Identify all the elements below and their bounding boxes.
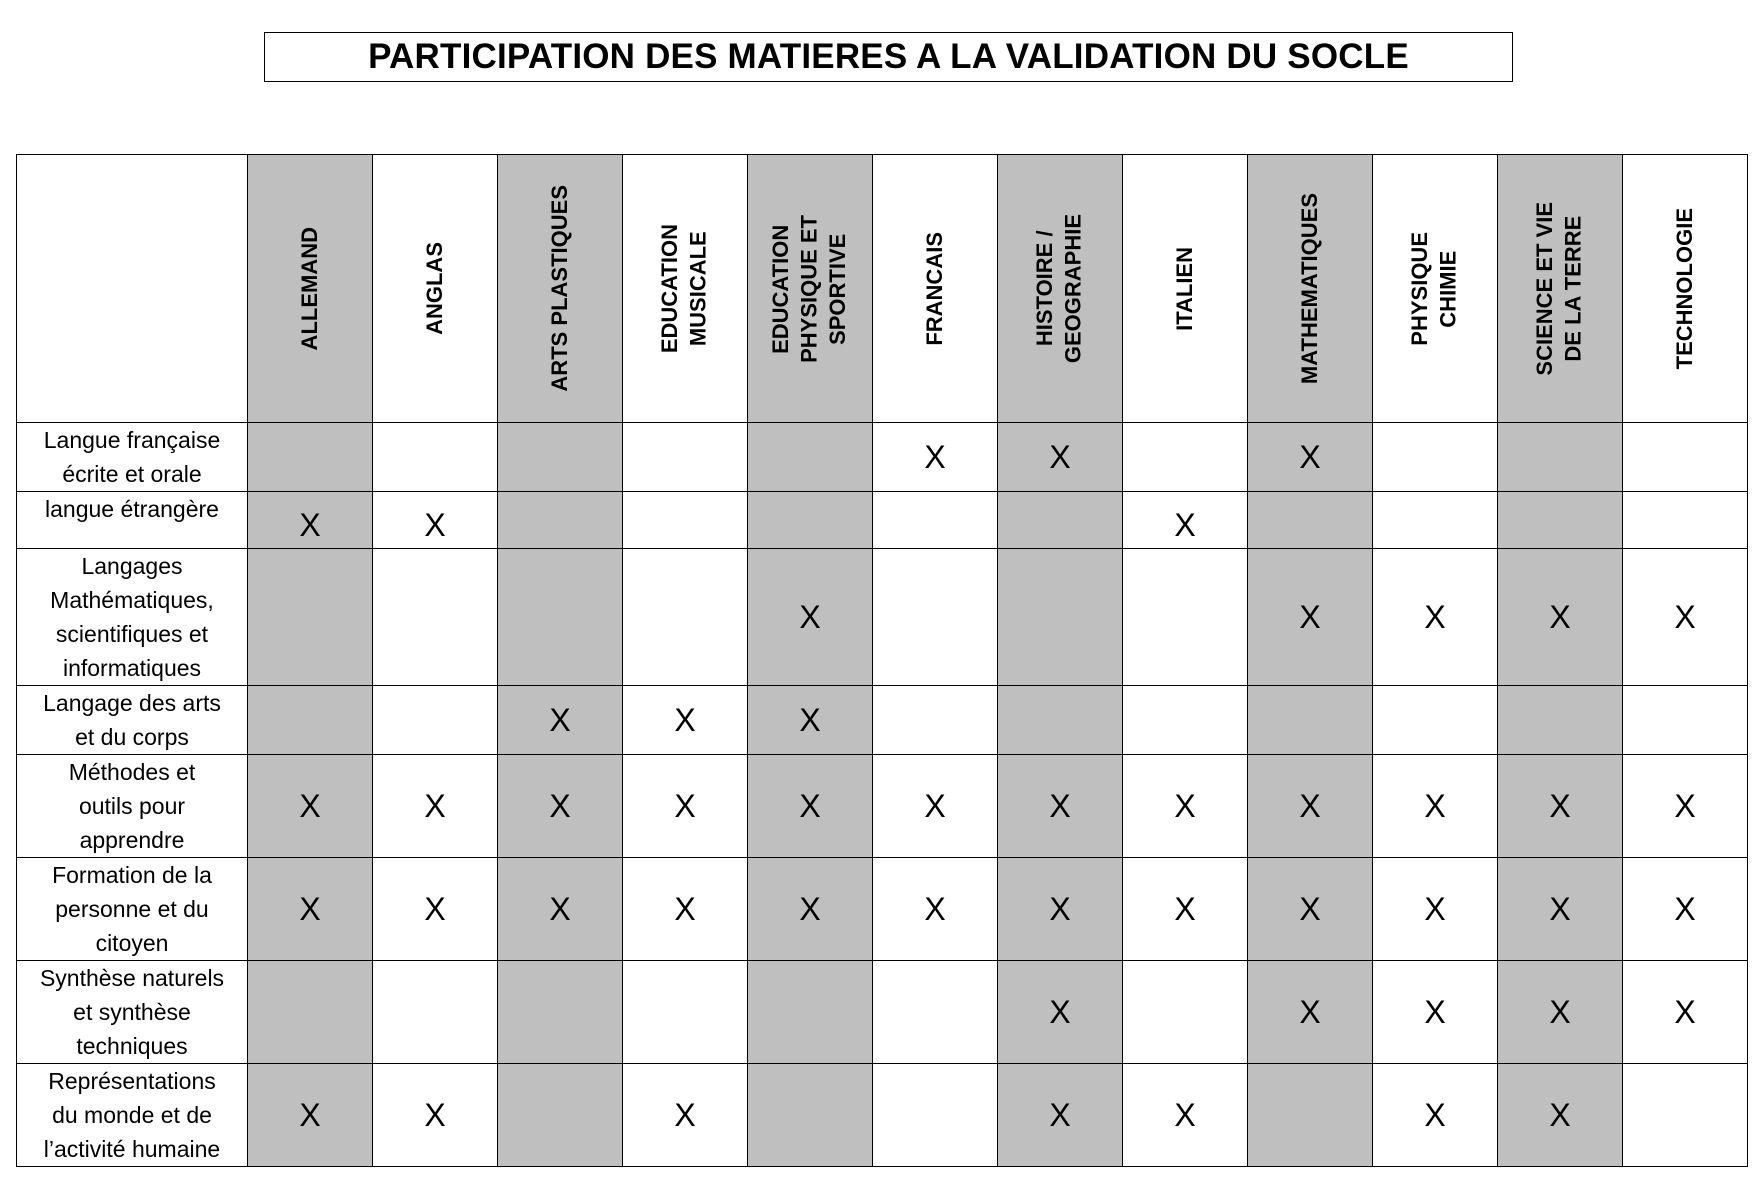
subject-header-10 [1498, 155, 1623, 423]
mark-cell-empty [248, 686, 373, 755]
subject-label: MATHEMATIQUES [1296, 192, 1322, 385]
mark-cell-empty [873, 686, 998, 755]
mark-cell-empty [873, 1064, 998, 1167]
subject-label: ARTS PLASTIQUES [546, 185, 572, 392]
table-row [17, 858, 1748, 961]
competence-label: Langue française écrite et orale [17, 423, 248, 492]
mark-cell-empty [1623, 423, 1748, 492]
mark-cell-checked: X [1498, 1064, 1623, 1167]
mark-cell-checked: X [1248, 423, 1373, 492]
subject-matrix-table [16, 154, 1748, 1167]
mark-cell-empty [623, 492, 748, 549]
mark-cell-checked: X [623, 858, 748, 961]
mark-cell-checked: X [873, 423, 998, 492]
mark-cell-checked: X [748, 858, 873, 961]
mark-cell-checked: X [748, 755, 873, 858]
mark-cell-empty [248, 423, 373, 492]
mark-cell-empty [748, 492, 873, 549]
subject-label: ANGLAS [421, 242, 447, 335]
subject-label: EDUCATION PHYSIQUE ET SPORTIVE [768, 214, 851, 363]
table-row [17, 492, 1748, 549]
subject-label: EDUCATION MUSICALE [657, 223, 711, 354]
mark-cell-checked: X [1248, 858, 1373, 961]
mark-cell-empty [748, 961, 873, 1064]
mark-cell-empty [498, 549, 623, 686]
table-row [17, 1064, 1748, 1167]
subject-label: ITALIEN [1171, 246, 1197, 331]
mark-cell-empty [998, 686, 1123, 755]
subject-header-0 [248, 155, 373, 423]
mark-cell-empty [1123, 961, 1248, 1064]
subject-label: TECHNOLOGIE [1671, 207, 1697, 370]
mark-cell-empty [1123, 549, 1248, 686]
header-row [17, 155, 1748, 423]
mark-cell-empty [1123, 423, 1248, 492]
mark-cell-empty [748, 1064, 873, 1167]
mark-cell-checked: X [873, 858, 998, 961]
table-row [17, 549, 1748, 686]
mark-cell-checked: X [373, 858, 498, 961]
subject-header-4 [748, 155, 873, 423]
mark-cell-checked: X [248, 858, 373, 961]
table-row [17, 423, 1748, 492]
mark-cell-empty [1498, 492, 1623, 549]
mark-cell-checked: X [373, 1064, 498, 1167]
mark-cell-checked: X [1248, 755, 1373, 858]
mark-cell-empty [248, 961, 373, 1064]
competence-label: Méthodes et outils pour apprendre [17, 755, 248, 858]
mark-cell-checked: X [1623, 858, 1748, 961]
subject-header-6 [998, 155, 1123, 423]
subject-header-9 [1373, 155, 1498, 423]
mark-cell-empty [373, 549, 498, 686]
competence-label: Langages Mathématiques, scientifiques et informatiques [17, 549, 248, 686]
mark-cell-checked: X [248, 1064, 373, 1167]
subject-header-2 [498, 155, 623, 423]
mark-cell-empty [1623, 492, 1748, 549]
mark-cell-empty [873, 549, 998, 686]
mark-cell-checked: X [748, 686, 873, 755]
mark-cell-empty [998, 549, 1123, 686]
mark-cell-checked: X [1498, 858, 1623, 961]
mark-cell-checked: X [1623, 755, 1748, 858]
mark-cell-checked: X [623, 755, 748, 858]
subject-label: FRANCAIS [921, 231, 947, 346]
mark-cell-checked: X [998, 961, 1123, 1064]
mark-cell-checked: X [623, 1064, 748, 1167]
mark-cell-empty [1373, 686, 1498, 755]
mark-cell-empty [1373, 423, 1498, 492]
mark-cell-empty [498, 961, 623, 1064]
mark-cell-checked: X [1373, 755, 1498, 858]
mark-cell-checked: X [1498, 961, 1623, 1064]
mark-cell-checked: X [1498, 549, 1623, 686]
mark-cell-checked: X [873, 755, 998, 858]
competence-label: Représentations du monde et de l’activité humaine [17, 1064, 248, 1167]
mark-cell-checked: X [373, 492, 498, 549]
mark-cell-empty [1248, 492, 1373, 549]
mark-cell-checked: X [248, 492, 373, 549]
mark-cell-checked: X [1373, 1064, 1498, 1167]
subject-label: ALLEMAND [296, 226, 322, 351]
table-row [17, 961, 1748, 1064]
mark-cell-checked: X [1123, 492, 1248, 549]
mark-cell-empty [1123, 686, 1248, 755]
mark-cell-checked: X [498, 686, 623, 755]
subject-label: PHYSIQUE CHIMIE [1407, 231, 1461, 346]
mark-cell-empty [1373, 492, 1498, 549]
mark-cell-checked: X [498, 755, 623, 858]
mark-cell-empty [1623, 1064, 1748, 1167]
mark-cell-checked: X [1623, 549, 1748, 686]
mark-cell-empty [623, 549, 748, 686]
subject-header-1 [373, 155, 498, 423]
mark-cell-checked: X [998, 1064, 1123, 1167]
mark-cell-empty [1623, 686, 1748, 755]
table-row [17, 686, 1748, 755]
mark-cell-empty [1498, 423, 1623, 492]
subject-header-8 [1248, 155, 1373, 423]
mark-cell-checked: X [373, 755, 498, 858]
mark-cell-checked: X [1498, 755, 1623, 858]
subject-header-3 [623, 155, 748, 423]
mark-cell-checked: X [1373, 549, 1498, 686]
mark-cell-checked: X [1373, 961, 1498, 1064]
mark-cell-checked: X [1123, 858, 1248, 961]
competence-label: Formation de la personne et du citoyen [17, 858, 248, 961]
mark-cell-empty [873, 492, 998, 549]
mark-cell-checked: X [748, 549, 873, 686]
mark-cell-checked: X [1248, 961, 1373, 1064]
mark-cell-checked: X [1123, 755, 1248, 858]
mark-cell-empty [248, 549, 373, 686]
mark-cell-checked: X [1123, 1064, 1248, 1167]
mark-cell-checked: X [998, 858, 1123, 961]
subject-label: HISTOIRE / GEOGRAPHIE [1032, 213, 1086, 364]
corner-cell [17, 155, 248, 423]
page-title: PARTICIPATION DES MATIERES A LA VALIDATION DU SOCLE [264, 32, 1513, 82]
mark-cell-checked: X [498, 858, 623, 961]
mark-cell-checked: X [1248, 549, 1373, 686]
mark-cell-empty [498, 423, 623, 492]
mark-cell-empty [373, 961, 498, 1064]
competence-label: Synthèse naturels et synthèse techniques [17, 961, 248, 1064]
mark-cell-empty [373, 686, 498, 755]
mark-cell-empty [623, 961, 748, 1064]
mark-cell-empty [1248, 686, 1373, 755]
mark-cell-checked: X [1373, 858, 1498, 961]
subject-header-5 [873, 155, 998, 423]
mark-cell-empty [1248, 1064, 1373, 1167]
subject-label: SCIENCE ET VIE DE LA TERRE [1532, 201, 1586, 376]
competence-label: langue étrangère [17, 492, 248, 549]
mark-cell-empty [623, 423, 748, 492]
table-row [17, 755, 1748, 858]
mark-cell-checked: X [248, 755, 373, 858]
mark-cell-checked: X [1623, 961, 1748, 1064]
mark-cell-empty [1498, 686, 1623, 755]
competence-label: Langage des arts et du corps [17, 686, 248, 755]
mark-cell-empty [498, 492, 623, 549]
mark-cell-checked: X [998, 423, 1123, 492]
mark-cell-empty [873, 961, 998, 1064]
matrix-body [17, 423, 1748, 1167]
mark-cell-empty [998, 492, 1123, 549]
subject-header-11 [1623, 155, 1748, 423]
subject-header-7 [1123, 155, 1248, 423]
mark-cell-checked: X [623, 686, 748, 755]
mark-cell-empty [373, 423, 498, 492]
mark-cell-empty [498, 1064, 623, 1167]
mark-cell-empty [748, 423, 873, 492]
mark-cell-checked: X [998, 755, 1123, 858]
